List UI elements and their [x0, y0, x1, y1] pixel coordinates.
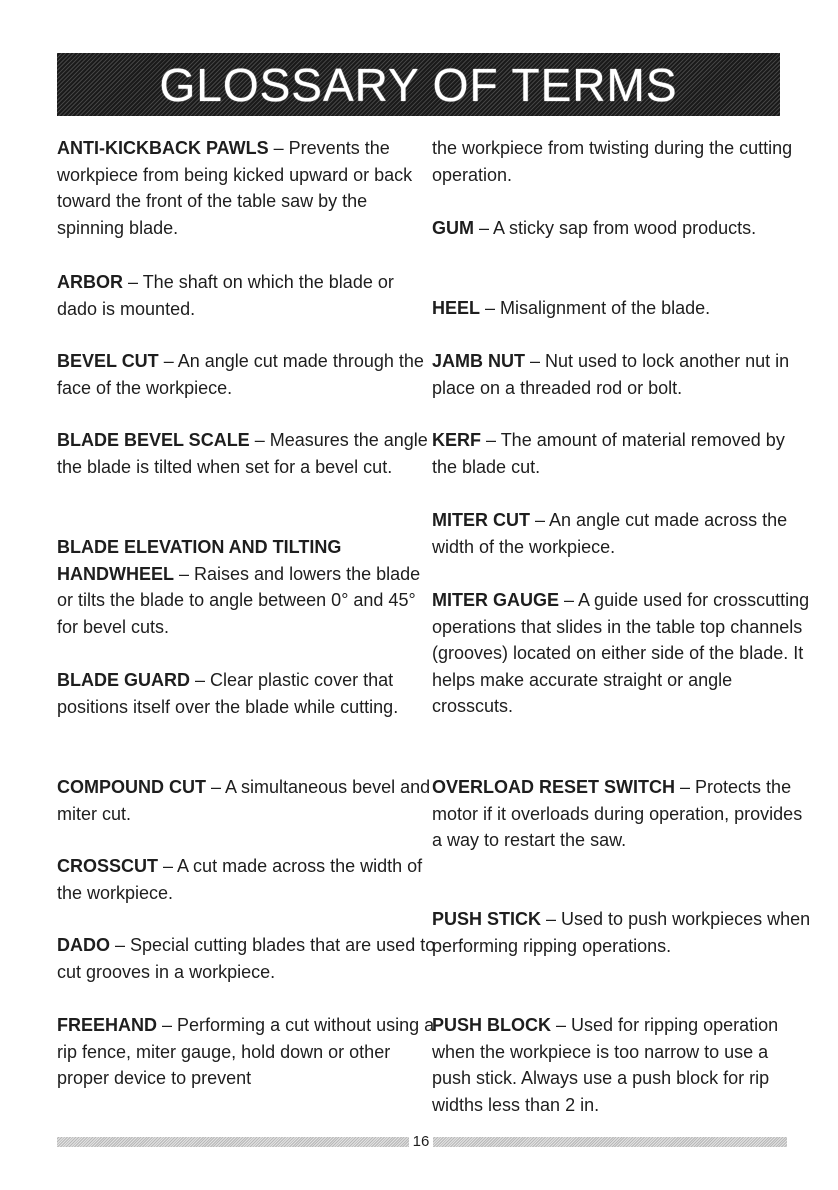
definition: Used to push workpieces when performing ripping operations. [432, 909, 811, 956]
glossary-entry [57, 1012, 437, 1092]
glossary-entry [432, 1012, 812, 1118]
separator: – [559, 590, 579, 610]
glossary-entry [432, 774, 812, 854]
separator: – [158, 856, 178, 876]
definition: An angle cut made through the face of the workpiece. [57, 351, 424, 398]
term: KERF [432, 430, 481, 450]
glossary-entry [57, 135, 437, 241]
glossary-entry [57, 534, 437, 640]
separator: – [481, 430, 501, 450]
glossary-entry-continued [432, 135, 812, 188]
separator: – [123, 272, 143, 292]
term: ARBOR [57, 272, 123, 292]
separator: – [480, 298, 501, 318]
definition: An angle cut made across the width of the workpiece. [432, 510, 788, 557]
separator: – [157, 1015, 178, 1035]
term: COMPOUND CUT [57, 777, 206, 797]
term: OVERLOAD RESET SWITCH [432, 777, 676, 797]
page-title: GLOSSARY OF TERMS [159, 58, 678, 111]
glossary-entry [432, 906, 812, 959]
glossary-entry [57, 348, 437, 401]
footer-rule-right [433, 1137, 787, 1147]
glossary-entry [57, 427, 437, 480]
term: BLADE GUARD [57, 670, 190, 690]
term: PUSH BLOCK [432, 1015, 552, 1035]
definition: Nut used to lock another nut in place on a threaded rod or bolt. [432, 351, 790, 398]
separator: – [190, 670, 211, 690]
footer-rule-left [57, 1137, 409, 1147]
definition: A sticky sap from wood products. [493, 218, 757, 238]
definition: Raises and lowers the blade or tilts the blade to angle between 0° and 45° for bevel cuts. [57, 563, 421, 637]
term: DADO [57, 935, 110, 955]
term: MITER GAUGE [432, 590, 560, 610]
separator: – [174, 563, 195, 584]
definition: Measures the angle the blade is tilted when set for a bevel cut. [57, 430, 428, 477]
glossary-entry [57, 774, 437, 827]
glossary-entry [432, 215, 812, 242]
separator: – [551, 1015, 572, 1035]
definition: Performing a cut without using a rip fence, miter gauge, hold down or other proper device to prevent [57, 1015, 435, 1088]
definition: A simultaneous bevel and miter cut. [57, 777, 431, 824]
glossary-entry [57, 667, 437, 720]
definition: the workpiece from twisting during the cutting operation. [432, 138, 793, 185]
separator: – [268, 138, 289, 158]
separator: – [249, 430, 270, 450]
glossary-entry [432, 507, 812, 560]
separator: – [474, 218, 494, 238]
glossary-entry [57, 269, 437, 322]
separator: – [541, 909, 562, 929]
definition: A cut made across the width of the workpiece. [57, 856, 423, 903]
term: ANTI-KICKBACK PAWLS [57, 138, 269, 158]
definition: Used for ripping operation when the workpiece is too narrow to use a push stick. Always use a push block for rip widths less than 2 in. [432, 1015, 779, 1115]
glossary-entry [432, 427, 812, 480]
definition: Misalignment of the blade. [500, 298, 711, 318]
separator: – [110, 935, 131, 955]
separator: – [158, 351, 178, 371]
term: JAMB NUT [432, 351, 525, 371]
glossary-entry [432, 348, 812, 401]
term: CROSSCUT [57, 856, 159, 876]
term: PUSH STICK [432, 909, 542, 929]
term: FREEHAND [57, 1015, 158, 1035]
term: BLADE BEVEL SCALE [57, 430, 250, 450]
definition: Protects the motor if it overloads during operation, provides a way to restart the saw. [432, 777, 803, 850]
separator: – [530, 510, 550, 530]
title-banner [57, 53, 780, 116]
definition: A guide used for crosscutting operations that slides in the table top channels (grooves) located on either side of the blade. It helps make accurate straight or angle crosscuts. [432, 590, 810, 716]
term: BLADE ELEVATION AND TILTING HANDWHEEL [57, 537, 342, 584]
definition: The amount of material removed by the blade cut. [432, 430, 785, 477]
separator: – [675, 777, 696, 797]
definition: Special cutting blades that are used to cut grooves in a workpiece. [57, 935, 436, 982]
term: GUM [432, 218, 474, 238]
page-footer [57, 1134, 787, 1150]
glossary-entry [432, 587, 812, 720]
page-number: 16 [412, 1133, 430, 1150]
definition: Prevents the workpiece from being kicked upward or back toward the front of the table saw by the spinning blade. [57, 138, 413, 238]
separator: – [525, 351, 546, 371]
term: HEEL [432, 298, 481, 318]
separator: – [206, 777, 226, 797]
glossary-entry [432, 295, 812, 322]
definition: Clear plastic cover that positions itself over the blade while cutting. [57, 670, 399, 717]
term: MITER CUT [432, 510, 530, 530]
term: BEVEL CUT [57, 351, 159, 371]
definition: The shaft on which the blade or dado is mounted. [57, 272, 394, 319]
glossary-entry [57, 853, 437, 906]
glossary-entry [57, 932, 437, 985]
